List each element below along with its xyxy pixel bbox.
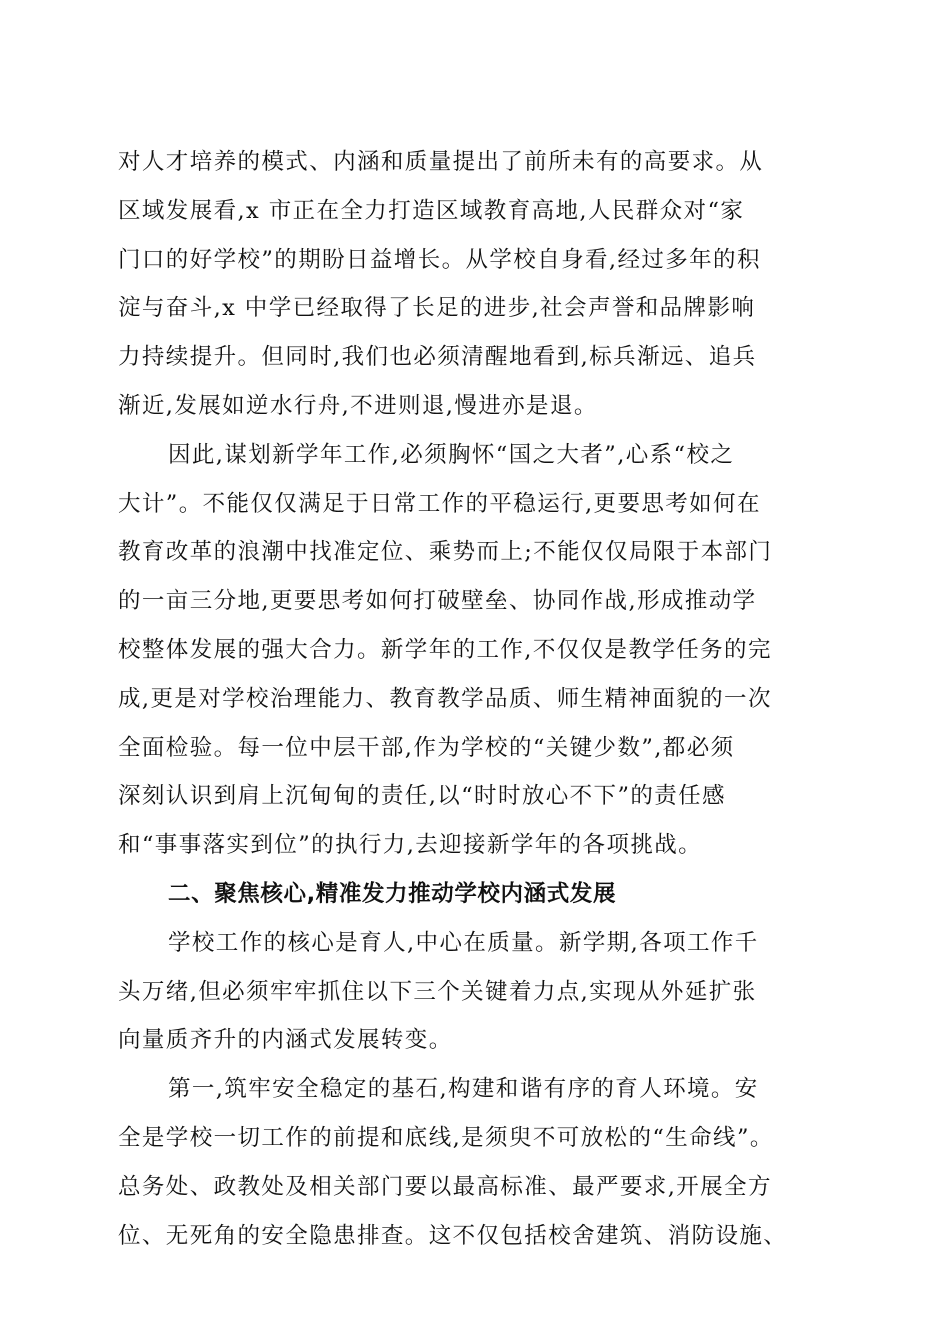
text-line: 校整体发展的强大合力。新学年的工作,不仅仅是教学任务的完 <box>118 636 772 663</box>
document-body <box>118 138 834 1260</box>
paragraph-start-line: 第一,筑牢安全稳定的基石,构建和谐有序的育人环境。安 <box>168 1076 759 1103</box>
text-line: 力持续提升。但同时,我们也必须清醒地看到,标兵渐远、追兵 <box>118 344 757 371</box>
text-line: 和“事事落实到位”的执行力,去迎接新学年的各项挑战。 <box>118 832 703 859</box>
text-line: 教育改革的浪潮中找准定位、乘势而上;不能仅仅局限于本部门 <box>118 539 773 566</box>
text-line: 门口的好学校”的期盼日益增长。从学校自身看,经过多年的积 <box>118 246 761 273</box>
paragraph-start-line: 因此,谋划新学年工作,必须胸怀“国之大者”,心系“校之 <box>168 441 735 468</box>
text-line: 成,更是对学校治理能力、教育教学品质、师生精神面貌的一次 <box>118 685 772 712</box>
text-line: 全是学校一切工作的前提和底线,是须臾不可放松的“生命线”。 <box>118 1124 774 1151</box>
text-line: 渐近,发展如逆水行舟,不进则退,慢进亦是退。 <box>118 392 598 419</box>
section-heading: 二、聚焦核心,精准发力推动学校内涵式发展 <box>168 880 617 907</box>
text-line: 对人才培养的模式、内涵和质量提出了前所未有的高要求。从 <box>118 149 764 175</box>
text-line: 向量质齐升的内涵式发展转变。 <box>118 1027 453 1054</box>
text-line: 大计”。不能仅仅满足于日常工作的平稳运行,更要思考如何在 <box>118 490 761 517</box>
text-line: 全面检验。每一位中层干部,作为学校的“关键少数”,都必须 <box>118 734 735 761</box>
text-line: 区域发展看,x 市正在全力打造区域教育高地,人民群众对“家 <box>118 197 745 224</box>
text-line: 位、无死角的安全隐患排查。这不仅包括校舍建筑、消防设施、 <box>118 1222 788 1249</box>
text-line: 深刻认识到肩上沉甸甸的责任,以“时时放心不下”的责任感 <box>118 783 726 810</box>
text-line: 总务处、政教处及相关部门要以最高标准、最严要求,开展全方 <box>118 1173 772 1200</box>
text-line: 淀与奋斗,x 中学已经取得了长足的进步,社会声誉和品牌影响 <box>118 295 756 322</box>
text-line: 头万绪,但必须牢牢抓住以下三个关键着力点,实现从外延扩张 <box>118 978 757 1005</box>
paragraph-start-line: 学校工作的核心是育人,中心在质量。新学期,各项工作千 <box>168 929 759 956</box>
text-line: 的一亩三分地,更要思考如何打破壁垒、协同作战,形成推动学 <box>118 588 757 615</box>
